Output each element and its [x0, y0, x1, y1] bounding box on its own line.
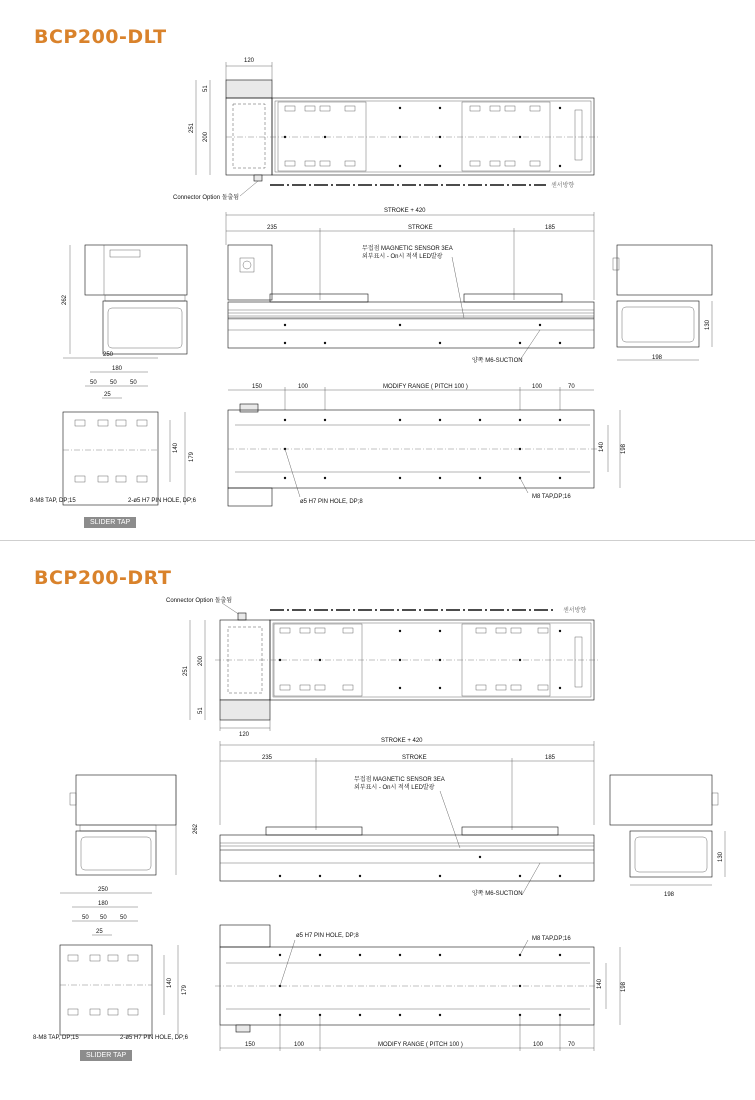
- s2-bottom-dim-198: 198: [621, 981, 627, 992]
- s1-left-side-view: [62, 245, 187, 354]
- s1-slider-dim-50b: 50: [110, 380, 117, 386]
- s1-bottom-view: [228, 384, 627, 506]
- s2-connector-label: Connector Option 돌출됨: [166, 598, 233, 604]
- s1-bottom-dim-150: 150: [252, 384, 263, 390]
- s2-slider-tap-badge: SLIDER TAP: [80, 1050, 132, 1061]
- s1-stroke-total: STROKE + 420: [384, 208, 426, 214]
- s2-top-view: [166, 596, 600, 738]
- s2-bottom-dim-100b: 100: [533, 1042, 544, 1048]
- s1-slider-dim-50a: 50: [90, 380, 97, 386]
- s2-left-side-view: [70, 775, 199, 875]
- s2-slider-dim-50b: 50: [100, 915, 107, 921]
- s1-bottom-dim-140: 140: [599, 441, 605, 452]
- s1-slider-dim-179: 179: [189, 451, 195, 462]
- s1-right-dim-198: 198: [652, 355, 663, 361]
- s2-bottom-dim-140: 140: [597, 978, 603, 989]
- s2-suction-label: 양쪽 M6-SUCTION: [472, 891, 523, 897]
- s1-suction-label: 양쪽 M6-SUCTION: [472, 358, 523, 364]
- s2-front-view: [220, 738, 594, 897]
- s1-connector-label: Connector Option 돌출됨: [173, 195, 240, 201]
- s2-slider-dim-179: 179: [182, 984, 188, 995]
- s1-slider-tap-badge: SLIDER TAP: [84, 517, 136, 528]
- s1-left-dim-262: 262: [62, 294, 68, 305]
- s2-slider-tap-label: 8-M8 TAP, DP;15: [33, 1035, 79, 1041]
- s1-slider-pin-label: 2-ø5 H7 PIN HOLE, DP;6: [128, 498, 197, 504]
- s1-front-dim-185: 185: [545, 225, 556, 231]
- s2-left-dim-262: 262: [193, 823, 199, 834]
- s2-right-dim-198: 198: [664, 892, 675, 898]
- s2-slider-dim-140: 140: [167, 977, 173, 988]
- s2-sensor-dir: 센서방향: [563, 608, 587, 614]
- s2-slider-pin-label: 2-ø5 H7 PIN HOLE, DP;6: [120, 1035, 189, 1041]
- s2-bottom-dim-150: 150: [245, 1042, 256, 1048]
- s2-top-dim-251: 251: [183, 665, 189, 676]
- s1-top-dim-200: 200: [203, 131, 209, 142]
- s2-top-dim-51: 51: [198, 707, 204, 714]
- s1-top-dim-251: 251: [189, 122, 195, 133]
- s1-front-dim-235: 235: [267, 225, 278, 231]
- s1-bottom-pin-label: ø5 H7 PIN HOLE, DP;8: [300, 499, 363, 505]
- s1-bottom-dim-198: 198: [621, 443, 627, 454]
- section1-title: BCP200-DLT: [34, 26, 167, 48]
- s2-bottom-modify: MODIFY RANGE ( PITCH 100 ): [378, 1042, 463, 1048]
- s1-sensor-dir: 센서방향: [551, 183, 575, 189]
- s2-slider-dim-50a: 50: [82, 915, 89, 921]
- s1-slider-dim-50c: 50: [130, 380, 137, 386]
- s2-top-dim-120: 120: [239, 732, 250, 738]
- section2-title: BCP200-DRT: [34, 567, 172, 589]
- s1-sensor-sub: 외부표시 - On시 적색 LED발광: [362, 254, 443, 260]
- s2-front-dim-235: 235: [262, 755, 273, 761]
- s2-right-dim-130: 130: [718, 851, 724, 862]
- s2-slider-dim-25: 25: [96, 929, 103, 935]
- section2-drawing: [0, 545, 755, 1100]
- s1-slider-view: [30, 352, 197, 505]
- s2-sensor-label: 무접점 MAGNETIC SENSOR 3EA: [354, 777, 445, 783]
- s1-slider-dim-25: 25: [104, 392, 111, 398]
- s1-sensor-label: 무접점 MAGNETIC SENSOR 3EA: [362, 246, 453, 252]
- s1-front-view: [226, 208, 594, 364]
- s1-bottom-tap-label: M8 TAP,DP;16: [532, 494, 571, 500]
- s1-slider-dim-180: 180: [112, 366, 123, 372]
- s2-bottom-tap-label: M8 TAP,DP;16: [532, 936, 571, 942]
- s2-slider-view: [33, 887, 189, 1041]
- s2-sensor-sub: 외부표시 - On시 적색 LED발광: [354, 785, 435, 791]
- s1-bottom-dim-70: 70: [568, 384, 575, 390]
- s1-slider-tap-label: 8-M8 TAP, DP;15: [30, 498, 76, 504]
- s1-right-side-view: [613, 245, 712, 361]
- s1-slider-dim-140: 140: [173, 442, 179, 453]
- s2-slider-dim-50c: 50: [120, 915, 127, 921]
- s2-bottom-dim-100a: 100: [294, 1042, 305, 1048]
- s1-front-stroke: STROKE: [408, 225, 433, 231]
- s1-bottom-modify: MODIFY RANGE ( PITCH 100 ): [383, 384, 468, 390]
- section-divider: [0, 540, 755, 541]
- section1-drawing: [0, 0, 755, 540]
- s1-right-dim-130: 130: [705, 319, 711, 330]
- s2-stroke-total: STROKE + 420: [381, 738, 423, 744]
- s2-front-dim-185: 185: [545, 755, 556, 761]
- s2-bottom-view: [215, 925, 627, 1051]
- s1-bottom-dim-100b: 100: [532, 384, 543, 390]
- s2-slider-dim-250: 250: [98, 887, 109, 893]
- s2-top-dim-200: 200: [198, 655, 204, 666]
- s1-slider-dim-250: 250: [103, 352, 114, 358]
- s1-top-view: [173, 58, 600, 201]
- s2-right-side-view: [610, 775, 725, 898]
- s1-top-dim-120: 120: [244, 58, 255, 64]
- s2-bottom-pin-label: ø5 H7 PIN HOLE, DP;8: [296, 933, 359, 939]
- s2-front-stroke: STROKE: [402, 755, 427, 761]
- s1-top-dim-51: 51: [203, 85, 209, 92]
- s2-slider-dim-180: 180: [98, 901, 109, 907]
- s2-bottom-dim-70: 70: [568, 1042, 575, 1048]
- s1-bottom-dim-100a: 100: [298, 384, 309, 390]
